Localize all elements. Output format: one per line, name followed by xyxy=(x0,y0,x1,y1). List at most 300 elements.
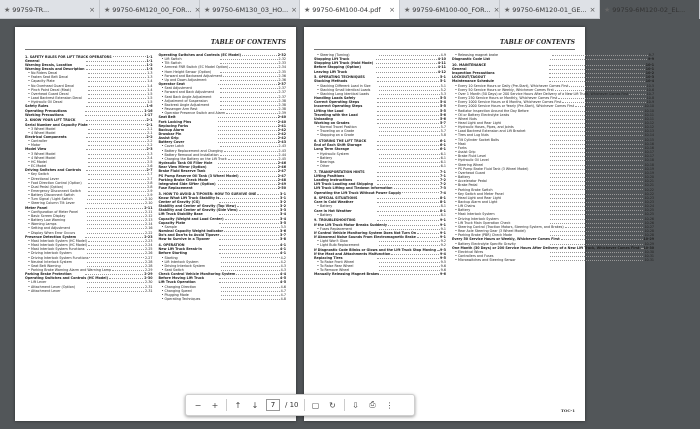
browser-tab[interactable] xyxy=(300,0,400,19)
leader-dots xyxy=(89,123,146,126)
toc-entry-title: Operating the Lift Truck Without Power Supply xyxy=(314,190,402,195)
toc-entry-title: Safety Rules xyxy=(25,104,49,109)
leader-dots xyxy=(377,147,439,150)
toc-entry-page: 2-46 xyxy=(277,161,287,166)
toc-entry-page: 10-31 xyxy=(644,254,655,258)
leader-dots xyxy=(376,57,437,60)
close-tab-icon[interactable]: × xyxy=(89,5,95,14)
leader-dots xyxy=(218,182,277,185)
toc-entry-title: • Brake Pedal xyxy=(454,183,478,188)
leader-dots xyxy=(549,63,645,66)
page-title: TABLE OF CONTENTS xyxy=(210,39,286,46)
toc-entry-page: 9-1 xyxy=(440,218,446,223)
toc-entry-page: 2-5 xyxy=(147,159,153,164)
toc-entry-page: 1-17 xyxy=(144,112,153,117)
toc-entry-page: 10-14 xyxy=(644,133,655,138)
fit-page-icon[interactable]: ▢ xyxy=(311,400,320,410)
leader-dots xyxy=(113,55,146,58)
toc-entry-title: If the Mast and Attachments Malfunction xyxy=(314,251,391,256)
toc-entry-page: 2-11 xyxy=(145,209,153,214)
browser-tab[interactable] xyxy=(100,0,200,19)
leader-dots xyxy=(89,256,144,259)
toc-entry-page: 2-8 xyxy=(147,180,153,185)
leader-dots xyxy=(641,246,643,249)
toc-entry-page: 10-31 xyxy=(644,258,655,263)
toc-entry-page: 10-12 xyxy=(644,121,655,125)
toc-entry-page: 2-30 xyxy=(145,280,153,285)
toc-entry-title: • Adjustment of Suspension xyxy=(161,98,208,103)
more-options-icon[interactable]: ⋮ xyxy=(385,400,394,410)
toc-entry-page: 8-1 xyxy=(440,196,446,201)
toc-entry-title: Assist Grip xyxy=(158,136,179,141)
pdf-page-left xyxy=(15,27,296,421)
leader-dots xyxy=(220,233,279,236)
toc-entry-title: • Key Switch and Meter Panel xyxy=(454,191,504,196)
leader-dots xyxy=(88,92,147,95)
toc-entry-page: 2-6 xyxy=(147,164,153,169)
toc-entry-page: 2-23 xyxy=(144,234,153,239)
toc-entry-title: Stopping Lift Truck (Hold Mode) xyxy=(314,61,374,66)
toc-entry-title: • Forward and Back Adjustment xyxy=(161,90,215,95)
leader-dots xyxy=(224,149,278,152)
toc-entry-page: 8-1 xyxy=(440,208,446,213)
leader-dots xyxy=(377,196,439,199)
close-tab-icon[interactable]: × xyxy=(689,5,695,14)
bookmark-icon: ★ xyxy=(604,5,611,14)
leader-dots xyxy=(575,104,643,107)
toc-entry-page: 2-24 xyxy=(145,243,153,248)
close-tab-icon[interactable]: × xyxy=(194,5,201,14)
leader-dots xyxy=(550,242,644,245)
toc-entry-title: • Basic Screen Display xyxy=(28,213,66,218)
toc-entry-title: • Battery xyxy=(454,208,471,213)
toc-entry-title: • Fuses Replacement xyxy=(317,226,352,231)
leader-dots xyxy=(549,67,645,70)
browser-tab[interactable] xyxy=(600,0,700,19)
toc-entry-page: 7-1 xyxy=(440,173,446,178)
toc-entry-title: • Mast Interlock System Functions xyxy=(28,247,85,252)
toc-entry[interactable] xyxy=(25,289,153,293)
toc-entry-page: 4-1 xyxy=(280,251,286,256)
close-tab-icon[interactable]: × xyxy=(389,5,395,14)
toc-entry-page: 10-30 xyxy=(644,249,655,254)
toc-entry-title: • Parking Brake (PBR) Check Mode xyxy=(454,233,513,238)
toc-entry-page: 2-28 xyxy=(145,259,153,264)
leader-dots xyxy=(220,86,278,89)
toc-entry-title: • Charging the Battery on the Lift Truck xyxy=(161,156,227,161)
browser-tab[interactable] xyxy=(0,0,100,19)
toc-entry-title: • PS Pump Brake Fluid Tank (3 Wheel Model) xyxy=(454,166,529,171)
toc-entry-title: • Lift Switch xyxy=(161,57,182,62)
page-number-input[interactable]: 7 xyxy=(266,399,280,411)
toc-entry[interactable] xyxy=(452,258,654,262)
toc-entry-title: One Month (30 Days) or 200 Service Hours After Delivery of a New Lift Truck, Whichever Comes First xyxy=(451,245,640,250)
toc-entry-page: 4-6 xyxy=(280,284,287,289)
toc-entry-page: 2-44 xyxy=(278,152,287,157)
toc-entry-page: 2-8 xyxy=(147,184,153,189)
toc-entry-page: 10-20 xyxy=(644,175,655,180)
leader-dots xyxy=(550,167,644,170)
next-page-icon[interactable]: ↓ xyxy=(251,400,259,410)
leader-dots xyxy=(88,139,147,142)
leader-dots xyxy=(88,88,147,91)
toc-entry-title: 1. SAFETY RULES FOR LIFT TRUCK OPERATORS xyxy=(25,54,112,59)
toc-entry-page: 7-3 xyxy=(439,186,446,191)
toc-entry-page: 2-47 xyxy=(277,169,287,174)
toc-entry-page: 3-8 xyxy=(280,237,286,242)
leader-dots xyxy=(239,208,279,211)
toc-entry-page: 2-38 xyxy=(278,107,287,112)
toc-entry-title: Meter Panel xyxy=(25,205,48,210)
leader-dots xyxy=(223,74,277,77)
toc-entry-page: 1-6 xyxy=(146,104,153,109)
toc-entry-page: 10-8 xyxy=(646,96,655,101)
leader-dots xyxy=(555,88,646,91)
toc-entry-title: Unloading xyxy=(314,116,333,121)
toc-entry-page: 6-1 xyxy=(440,143,446,148)
toc-entry-title: • Microswitches and Steering Sensor xyxy=(454,258,516,263)
leader-dots xyxy=(257,192,279,195)
toc-entry-title: • Normal Travel Position xyxy=(317,125,357,130)
leader-dots xyxy=(86,168,146,171)
toc-entry-title: • Parking Brake Switch xyxy=(454,187,493,192)
close-tab-icon[interactable]: × xyxy=(291,5,298,14)
toc-entry[interactable] xyxy=(452,57,654,61)
toc-entry[interactable] xyxy=(25,113,153,117)
toc-entry-page: 2-7 xyxy=(147,176,153,181)
toc-entry-title: Center of Gravity (CG) xyxy=(158,199,200,204)
toc-entry-page: 2-37 xyxy=(278,94,287,99)
toc-entry-title: 10. MAINTENANCE xyxy=(451,62,487,67)
toc-entry-title: Lifting the Load xyxy=(314,108,344,113)
leader-dots xyxy=(237,204,279,207)
toc-entry-page: 10-1 xyxy=(645,62,655,67)
browser-tab[interactable] xyxy=(200,0,300,19)
leader-dots xyxy=(377,96,439,99)
toc-entry-page: 10-17 xyxy=(644,150,655,155)
toc-entry-title: • Other xyxy=(317,164,330,169)
leader-dots xyxy=(377,117,439,120)
toc-entry-page: 10-26 xyxy=(644,220,655,225)
toc-entry-page: 4-3 xyxy=(280,263,287,268)
leader-dots xyxy=(379,84,440,87)
toc-entry-title: • Parking Brake Warning Alarm and Warning Lamp xyxy=(28,267,112,272)
toc-entry-title: • Overhead Guard Decal xyxy=(28,91,69,96)
toc-entry-page: 5-7 xyxy=(440,129,446,134)
toc-entry-page: 6-1 xyxy=(440,151,446,156)
leader-dots xyxy=(550,154,644,157)
leader-dots xyxy=(86,59,146,62)
toc-entry-title: • Battery xyxy=(317,155,333,160)
toc-entry-page: 9-3 xyxy=(439,247,446,252)
tab-label: 99750-6M100-04.pdf xyxy=(312,5,381,14)
leader-dots xyxy=(550,229,644,232)
toc-entry-title: LOCKOUT/TAGOUT xyxy=(451,75,486,80)
toc-entry-title: Diagnostic Code List xyxy=(451,57,490,62)
toc-entry-page: 10-28 xyxy=(644,233,655,238)
leader-dots xyxy=(561,237,643,240)
page-footer: TOC-1 xyxy=(560,408,575,413)
toc-entry-title: • 4 Wheel Model xyxy=(28,155,56,160)
close-tab-icon[interactable]: × xyxy=(493,5,500,14)
toc-entry-page: 4-3 xyxy=(280,267,287,272)
toc-column xyxy=(159,53,287,399)
toc-entry-page: 6-1 xyxy=(440,155,446,160)
leader-dots xyxy=(87,226,145,229)
print-icon[interactable]: ⎙ xyxy=(369,400,376,409)
toc-entry-title: Fuse Replacement xyxy=(158,186,193,190)
leader-dots xyxy=(218,161,277,164)
leader-dots xyxy=(87,197,145,200)
toc-entry-page: 10-16 xyxy=(644,141,655,146)
leader-dots xyxy=(377,256,439,259)
toc-entry-title: • Motor xyxy=(28,143,41,148)
pdf-page-right xyxy=(304,27,655,421)
leader-dots xyxy=(550,208,644,211)
toc-entry-title: • Battery Disconnect Switch xyxy=(28,193,75,198)
toc-entry-title: Incorrect Operating Steps xyxy=(314,104,363,109)
toc-entry-title: 2. KNOW YOUR LIFT TRUCK xyxy=(25,118,76,123)
toc-entry-page: 5-7 xyxy=(440,125,446,130)
toc-entry-page: 4-5 xyxy=(280,276,286,281)
toc-entry-page: 4-12 xyxy=(437,69,446,74)
leader-dots xyxy=(550,133,644,136)
leader-dots xyxy=(379,260,440,263)
toc-entry-title: Stability and Center of Gravity (Side View) xyxy=(158,208,238,213)
toc-entry-page: 3-6 xyxy=(280,229,286,234)
toc-entry-title: Backup Alarm xyxy=(158,127,185,132)
leader-dots xyxy=(376,61,437,64)
toc-entry-page: 1-4 xyxy=(147,79,153,84)
zoom-in-icon[interactable]: + xyxy=(211,400,219,410)
leader-dots xyxy=(549,79,645,82)
toc-entry-page: 8-1 xyxy=(440,212,446,217)
bookmark-icon: ★ xyxy=(504,5,511,14)
leader-dots xyxy=(219,212,279,215)
leader-dots xyxy=(86,118,146,121)
toc-entry-title: • Hydraulic Oil Decal xyxy=(28,100,63,105)
toc-entry-page: 4-9 xyxy=(440,53,446,57)
leader-dots xyxy=(550,254,644,257)
leader-dots xyxy=(87,264,145,267)
leader-dots xyxy=(88,127,147,130)
leader-dots xyxy=(219,247,279,250)
leader-dots xyxy=(220,70,278,73)
leader-dots xyxy=(550,121,644,124)
toc-entry[interactable] xyxy=(314,191,446,195)
toc-entry-title: • Every 250 Service Hours or Monthly, Whichever Comes First xyxy=(454,96,558,101)
toc-entry-page: 2-35 xyxy=(278,69,287,74)
browser-tab[interactable] xyxy=(500,0,600,19)
toc-entry-page: 2-23 xyxy=(145,238,153,243)
toc-entry-title: • Horn Height Sensor (Option) xyxy=(161,69,212,74)
toc-entry-title: • No Riders Decal xyxy=(28,71,58,76)
toc-entry-title: General xyxy=(25,58,40,63)
leader-dots xyxy=(550,125,644,128)
leader-dots xyxy=(240,174,277,177)
leader-dots xyxy=(377,178,439,181)
toc-entry-page: 3-5 xyxy=(280,224,287,229)
toc-entry-title: 5. OPERATING TECHNIQUES xyxy=(314,75,365,80)
toc-entry-page: 2-42 xyxy=(277,131,287,136)
leader-dots xyxy=(219,276,279,279)
leader-dots xyxy=(87,247,145,250)
leader-dots xyxy=(236,272,279,275)
toc-entry-title: • Battery Electrolyte Specific Gravity xyxy=(454,241,516,246)
toc-entry-title: Seat Belt xyxy=(158,115,176,120)
toc-entry-title: • Battery xyxy=(317,204,333,209)
toc-entry-page: 10-19 xyxy=(644,170,655,175)
leader-dots xyxy=(550,175,644,178)
toc-entry-title: 8. SPECIAL SITUATIONS xyxy=(314,196,358,201)
toc-entry-title: • Operator Presence Switch and Alarm xyxy=(161,111,226,116)
leader-dots xyxy=(218,128,277,131)
toc-entry-title: • Hydraulic System xyxy=(317,151,349,156)
toc-entry-page: 5-4 xyxy=(440,100,446,105)
toc-entry-page: 5-6 xyxy=(440,112,446,117)
toc-entry-title: Stability and Center of Gravity (Top View) xyxy=(158,204,237,209)
toc-entry[interactable] xyxy=(314,164,446,168)
leader-dots xyxy=(550,113,644,116)
leader-dots xyxy=(221,260,280,263)
leader-dots xyxy=(242,53,277,56)
download-icon[interactable]: ⇩ xyxy=(352,400,359,410)
toc-entry-page: 8-1 xyxy=(440,200,446,205)
toc-entry-title: • Operating Techniques xyxy=(161,297,201,302)
toc-entry-page: 9-5 xyxy=(440,260,446,264)
leader-dots xyxy=(88,131,147,134)
toc-entry-title: • Key Switch xyxy=(28,172,49,177)
toc-entry-title: Manually Releasing Magnet Brakes xyxy=(314,272,380,277)
toc-entry-title: • Traveling on a Grade xyxy=(317,129,355,134)
toc-entry-page: 7-2 xyxy=(440,182,446,187)
toc-entry-title: Electrical Components xyxy=(25,134,67,139)
toc-entry-page: 3-3 xyxy=(280,208,286,213)
toc-entry-page: 4-11 xyxy=(437,65,446,70)
toc-entry-page: 9-4 xyxy=(439,251,446,256)
toc-entry[interactable] xyxy=(314,213,446,217)
toc-entry-title: • Radiator Inspection Around the Day Before xyxy=(454,108,529,113)
toc-entry-page: 3-4 xyxy=(280,216,286,221)
rotate-icon[interactable]: ↻ xyxy=(329,400,336,410)
toc-entry[interactable] xyxy=(314,272,446,276)
toc-entry-title: Care in Cold Weather xyxy=(314,200,354,205)
toc-entry-page: 10-4 xyxy=(645,79,655,84)
toc-entry-title: • Display When Error Occurs xyxy=(28,230,76,235)
toc-entry-page: 2-12 xyxy=(145,213,153,218)
leader-dots xyxy=(225,217,279,220)
toc-entry-title: 3. HOW TO AVOID A TIPOVER: HOW TO SURVIVE ONE xyxy=(158,191,257,196)
toc-entry-page: 10-25 xyxy=(644,208,655,213)
toc-entry[interactable] xyxy=(159,297,287,301)
toc-entry-page: 10-1 xyxy=(645,66,655,71)
leader-dots xyxy=(219,237,279,240)
leader-dots xyxy=(550,129,644,132)
leader-dots xyxy=(379,53,440,56)
leader-dots xyxy=(86,135,146,138)
toolbar-divider xyxy=(344,399,345,411)
toc-entry-title: Lift Truck Stability Base xyxy=(158,212,203,217)
leader-dots xyxy=(88,100,147,103)
toc-entry-page: 1-1 xyxy=(146,54,153,59)
toc-entry-title: • Mast Interlock System xyxy=(454,212,495,217)
toc-entry-title: Before Starting xyxy=(158,251,188,256)
leader-dots xyxy=(87,210,145,213)
toc-entry-page: 2-37 xyxy=(278,90,287,95)
toc-entry-title: • Driving Interlock System xyxy=(161,263,206,268)
toc-entry-title: Replacing Tires xyxy=(314,255,343,260)
prev-page-icon[interactable]: ↑ xyxy=(234,400,242,410)
leader-dots xyxy=(550,57,647,60)
toc-entry-title: Drawbar Pin xyxy=(158,131,182,136)
leader-dots xyxy=(550,212,644,215)
browser-tab[interactable] xyxy=(400,0,500,19)
toc-entry-title: Replacing Forks xyxy=(158,123,189,128)
toc-entry-title: • Lift Truck Main Operation Check xyxy=(454,220,511,225)
toc-entry-page: 4-4 xyxy=(280,272,286,277)
toc-entry[interactable] xyxy=(159,237,287,241)
zoom-out-icon[interactable]: − xyxy=(194,400,202,410)
toc-entry-page: 9-6 xyxy=(440,268,446,273)
toc-entry-page: 4-1 xyxy=(280,243,286,248)
toc-entry-title: • Seat Belt Warning xyxy=(28,263,61,268)
close-tab-icon[interactable]: × xyxy=(589,5,596,14)
toc-entry-title: • Pinch Point Decal (Mast) xyxy=(28,87,71,92)
toc-entry[interactable] xyxy=(314,133,446,137)
toc-entry-page: 3-2 xyxy=(280,204,286,209)
leader-dots xyxy=(86,63,146,66)
toc-entry-title: Fork Locking Pins xyxy=(158,119,192,124)
bookmark-icon: ★ xyxy=(4,5,11,14)
toc-entry-page: 2-43 xyxy=(278,144,287,149)
toc-entry-page: 10-13 xyxy=(644,129,655,134)
toc-entry-title: • No Overhead Guard Decal xyxy=(28,83,75,88)
leader-dots xyxy=(87,285,145,288)
toc-entry-page: 2-33 xyxy=(278,61,287,66)
toc-entry-title: Warning Decals and Description xyxy=(25,66,85,71)
toc-entry-page: 10-11 xyxy=(644,112,655,117)
leader-dots xyxy=(550,158,644,161)
toc-entry-page: 2-14 xyxy=(145,222,153,227)
leader-dots xyxy=(221,264,280,267)
toc-entry-title: Driving Switches and Controls xyxy=(25,168,82,173)
leader-dots xyxy=(218,124,277,127)
toc-entry-title: Maintenance Schedule xyxy=(451,79,494,84)
leader-dots xyxy=(85,235,144,238)
leader-dots xyxy=(88,143,147,146)
toc-entry[interactable] xyxy=(159,186,287,190)
toc-entry-title: • Hydraulic Oil Level xyxy=(454,158,489,163)
toc-entry-page: 1-4 xyxy=(147,87,153,92)
toc-entry-title: Working Precautions xyxy=(25,112,64,117)
leader-dots xyxy=(220,78,278,81)
leader-dots xyxy=(220,196,279,199)
toc-entry-page: 4-7 xyxy=(280,288,287,293)
toc-entry-page: 3-1 xyxy=(280,195,286,200)
toc-entry-page: 2-40 xyxy=(277,115,287,120)
toc-entry-title: • Dual Pedal (Option) xyxy=(28,184,64,189)
toc-entry-title: New Lift Truck Break-In xyxy=(158,247,202,252)
toc-entry[interactable] xyxy=(314,70,446,74)
toc-entry-page: 10-26 xyxy=(644,216,655,221)
toc-entry-title: 9. TROUBLESHOOTING xyxy=(314,218,356,223)
title-rule xyxy=(314,49,575,50)
toc-entry-page: 2-46 xyxy=(277,165,287,170)
toc-entry-page: 10-10 xyxy=(644,104,655,109)
toc-column xyxy=(25,53,153,399)
leader-dots xyxy=(221,285,280,288)
toc-entry-page: 5-1 xyxy=(440,75,446,80)
